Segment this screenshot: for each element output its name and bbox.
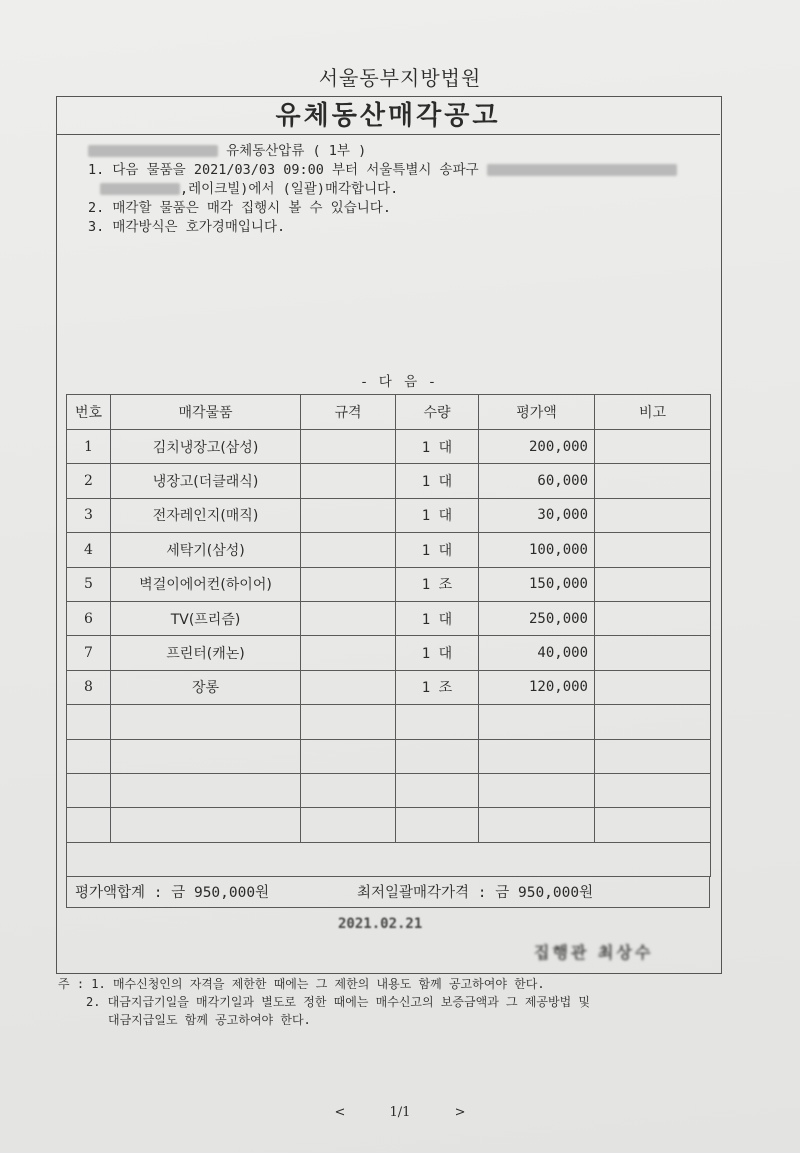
- cell-item: 프린터(캐논): [111, 636, 301, 670]
- cell-note: [595, 464, 711, 498]
- cell-note: [595, 567, 711, 601]
- table-row: [67, 430, 711, 464]
- cell-spec: [301, 533, 396, 567]
- cell-note: [595, 498, 711, 532]
- footnotes: [58, 975, 778, 1029]
- table-row: [67, 533, 711, 567]
- table-row: [67, 636, 711, 670]
- intro-line-4: 3. 매각방식은 호가경매입니다.: [88, 219, 286, 235]
- total-value: 평가액합계 : 금 950,000원: [75, 885, 270, 901]
- cell-no: 5: [67, 567, 111, 601]
- cell-value: 40,000: [479, 636, 595, 670]
- notice-title: 유체동산매각공고: [56, 96, 720, 135]
- redacted-address-2: [100, 183, 180, 195]
- cell-value: 60,000: [479, 464, 595, 498]
- redacted-case-number: [88, 145, 218, 157]
- footnote-2-cont: 대금지급일도 함께 공고하여야 한다.: [108, 1013, 311, 1027]
- cell-spec: [301, 670, 396, 704]
- cell-spec: [301, 464, 396, 498]
- redacted-address: [487, 164, 677, 176]
- cell-qty: 1 대: [396, 636, 479, 670]
- empty-row: [67, 773, 711, 807]
- items-table: [66, 394, 711, 877]
- next-page-button[interactable]: >: [454, 1105, 466, 1120]
- empty-row: [67, 808, 711, 842]
- intro-line-1-text: 1. 다음 물품을 2021/03/03 09:00 부터 서울특별시 송파구: [88, 162, 479, 178]
- case-line: [88, 142, 718, 161]
- cell-value: 150,000: [479, 567, 595, 601]
- header-note: 비고: [595, 395, 711, 430]
- cell-item: 세탁기(삼성): [111, 533, 301, 567]
- pagination: [0, 1105, 800, 1120]
- cell-value: 200,000: [479, 430, 595, 464]
- cell-note: [595, 430, 711, 464]
- cell-qty: 1 대: [396, 464, 479, 498]
- table-row: [67, 567, 711, 601]
- cell-no: 3: [67, 498, 111, 532]
- cell-no: 2: [67, 464, 111, 498]
- cell-no: 6: [67, 601, 111, 635]
- cell-item: TV(프리즘): [111, 601, 301, 635]
- header-item: 매각물품: [111, 395, 301, 430]
- cell-item: 냉장고(더클래식): [111, 464, 301, 498]
- cell-note: [595, 601, 711, 635]
- cell-no: 1: [67, 430, 111, 464]
- cell-note: [595, 670, 711, 704]
- cell-item: 전자레인지(매직): [111, 498, 301, 532]
- cell-no: 8: [67, 670, 111, 704]
- cell-note: [595, 533, 711, 567]
- cell-qty: 1 대: [396, 498, 479, 532]
- table-header-row: [67, 395, 711, 430]
- header-qty: 수량: [396, 395, 479, 430]
- prev-page-button[interactable]: <: [334, 1105, 346, 1120]
- totals-bar: [66, 876, 710, 908]
- cell-note: [595, 636, 711, 670]
- empty-row: [67, 705, 711, 739]
- header-spec: 규격: [301, 395, 396, 430]
- notice-intro: [88, 142, 718, 237]
- empty-row: [67, 842, 711, 876]
- header-value: 평가액: [479, 395, 595, 430]
- table-row: [67, 464, 711, 498]
- intro-line-1: [88, 161, 718, 180]
- cell-qty: 1 조: [396, 670, 479, 704]
- cell-item: 장롱: [111, 670, 301, 704]
- cell-no: 7: [67, 636, 111, 670]
- footnote-2: 2. 대금지급기일을 매각기일과 별도로 정한 때에는 매수신고의 보증금액과 그 제공방법 및: [86, 995, 591, 1009]
- cell-qty: 1 대: [396, 601, 479, 635]
- header-no: 번호: [67, 395, 111, 430]
- footnote-1: 주 : 1. 매수신청인의 자격을 제한한 때에는 그 제한의 내용도 함께 공고하여야 한다.: [58, 977, 545, 991]
- cell-value: 120,000: [479, 670, 595, 704]
- table-row: [67, 498, 711, 532]
- intro-line-3: 2. 매각할 물품은 매각 집행시 볼 수 있습니다.: [88, 200, 391, 216]
- cell-value: 30,000: [479, 498, 595, 532]
- cell-spec: [301, 567, 396, 601]
- cell-no: 4: [67, 533, 111, 567]
- cell-spec: [301, 430, 396, 464]
- court-name: 서울동부지방법원: [318, 66, 482, 90]
- cell-qty: 1 조: [396, 567, 479, 601]
- cell-item: 벽걸이에어컨(하이어): [111, 567, 301, 601]
- cell-item: 김치냉장고(삼성): [111, 430, 301, 464]
- table-row: [67, 670, 711, 704]
- cell-qty: 1 대: [396, 430, 479, 464]
- minimum-price: 최저일괄매각가격 : 금 950,000원: [357, 885, 594, 901]
- intro-line-2: [88, 180, 718, 199]
- cell-value: 250,000: [479, 601, 595, 635]
- page-indicator: 1/1: [389, 1105, 411, 1120]
- notice-date: 2021.02.21: [338, 916, 423, 932]
- cell-spec: [301, 601, 396, 635]
- table-row: [67, 601, 711, 635]
- cell-spec: [301, 498, 396, 532]
- cell-spec: [301, 636, 396, 670]
- section-heading: - 다 음 -: [361, 374, 439, 390]
- intro-line-2-text: ,레이크빌)에서 (일괄)매각합니다.: [180, 181, 399, 197]
- case-suffix: 유체동산압류 ( 1부 ): [226, 143, 367, 159]
- empty-row: [67, 739, 711, 773]
- cell-qty: 1 대: [396, 533, 479, 567]
- cell-value: 100,000: [479, 533, 595, 567]
- officer-signature: 집행관 최상수: [534, 943, 654, 962]
